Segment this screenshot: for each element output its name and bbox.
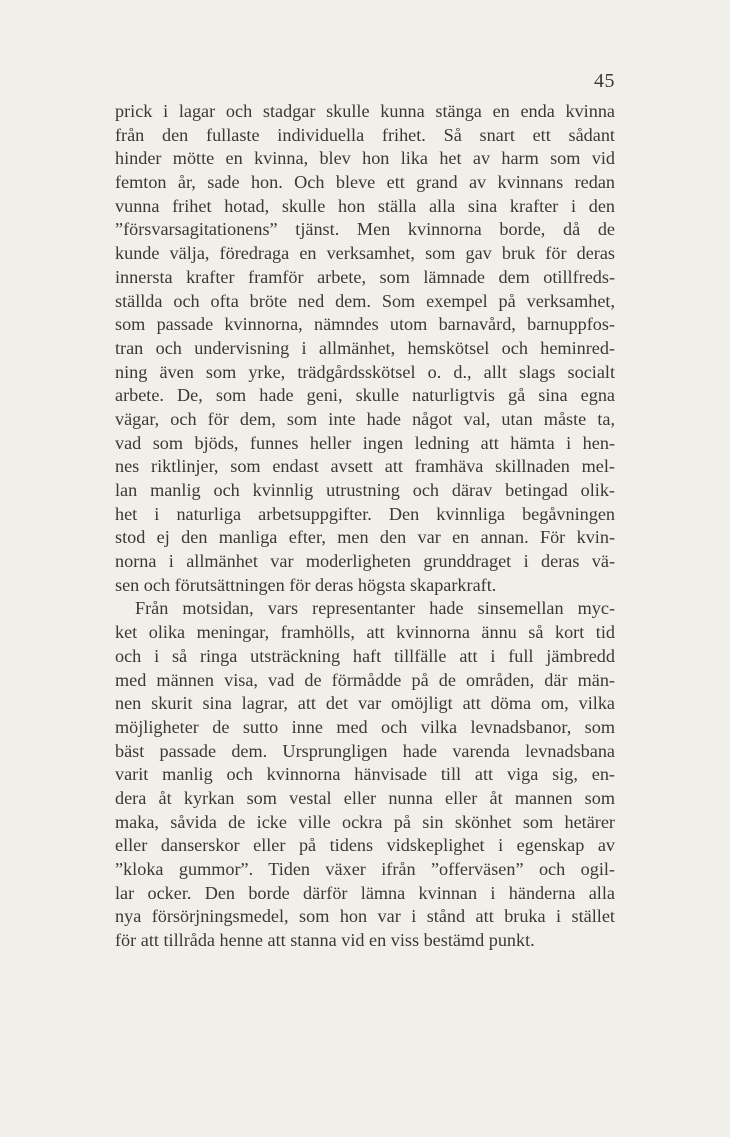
text-line: nes riktlinjer, som endast avsett att framhäva skillnaden mel- [115,456,615,477]
text-line: kunde välja, föredraga en verksamhet, som gav bruk för deras [115,243,615,264]
page-number: 45 [594,70,615,92]
text-line: med männen visa, vad de förmådde på de områden, där män- [115,669,615,690]
text-line: nen skurit sina lagrar, att det var omöjligt att döma om, vilka [115,693,615,714]
text-line: ”kloka gummor”. Tiden växer ifrån ”offerväsen” och ogil- [115,859,615,879]
text-line: för att tillråda henne att stanna vid en viss bestämd punkt. [115,930,535,951]
text-line: dera åt kyrkan som vestal eller nunna eller åt mannen som [115,787,615,808]
text-line: prick i lagar och stadgar skulle kunna stänga en enda kvinna [115,101,615,121]
text-line: vad som bjöds, funnes heller ingen ledning att hämta i hen- [115,432,615,453]
text-line: ning även som yrke, trädgårdsskötsel o. d., allt slags socialt [115,361,615,382]
text-line: ”försvarsagitationens” tjänst. Men kvinnorna borde, då de [115,219,615,240]
paragraph [115,100,615,597]
text-line: bäst passade dem. Ursprungligen hade varenda levnadsbana [115,740,615,761]
text-line: ställda och ofta bröte ned dem. Som exempel på verksamhet, [115,290,615,311]
text-line: femton år, sade hon. Och bleve ett grand av kvinnans redan [115,172,615,193]
text-line: vunna frihet hotad, skulle hon ställa alla sina krafter i den [115,195,615,216]
text-line: vägar, och för dem, som inte hade något val, utan måste ta, [115,408,615,429]
text-line: tran och undervisning i allmänhet, hemskötsel och heminred- [115,337,615,358]
text-line: Från motsidan, vars representanter hade sinsemellan myc- [135,598,615,619]
text-line: eller danserskor eller på tidens vidskeplighet i egenskap av [115,835,615,856]
text-line: varit manlig och kvinnorna hänvisade till att viga sig, en- [115,764,615,785]
body-text [115,100,615,953]
text-line: möjligheter de sutto inne med och vilka levnadsbanor, som [115,716,615,737]
text-line: från den fullaste individuella frihet. Så snart ett sådant [115,124,615,145]
text-line: het i naturliga arbetsuppgifter. Den kvinnliga begåvningen [115,503,615,524]
text-line: maka, såvida de icke ville ockra på sin skönhet som hetärer [115,811,615,832]
paragraph [115,597,615,952]
text-line: innersta krafter framför arbete, som lämnade dem otillfreds- [115,266,615,287]
text-line: sen och förutsättningen för deras högsta skaparkraft. [115,574,497,595]
text-line: och i så ringa utsträckning haft tillfälle att i full jämbredd [115,645,615,666]
text-line: stod ej den manliga efter, men den var en annan. För kvin- [115,527,615,548]
text-line: lan manlig och kvinnlig utrustning och därav betingad olik- [115,480,615,500]
text-line: som passade kvinnorna, nämndes utom barnavård, barnuppfos- [115,314,615,335]
text-line: nya försörjningsmedel, som hon var i stånd att bruka i stället [115,906,615,927]
text-line: norna i allmänhet var moderligheten grunddraget i deras vä- [115,551,615,572]
text-line: lar ocker. Den borde därför lämna kvinnan i händerna alla [115,882,615,903]
text-line: ket olika meningar, framhölls, att kvinnorna ännu så kort tid [115,622,615,643]
text-line: arbete. De, som hade geni, skulle naturligtvis gå sina egna [115,385,615,406]
text-line: hinder mötte en kvinna, blev hon lika het av harm som vid [115,148,615,169]
